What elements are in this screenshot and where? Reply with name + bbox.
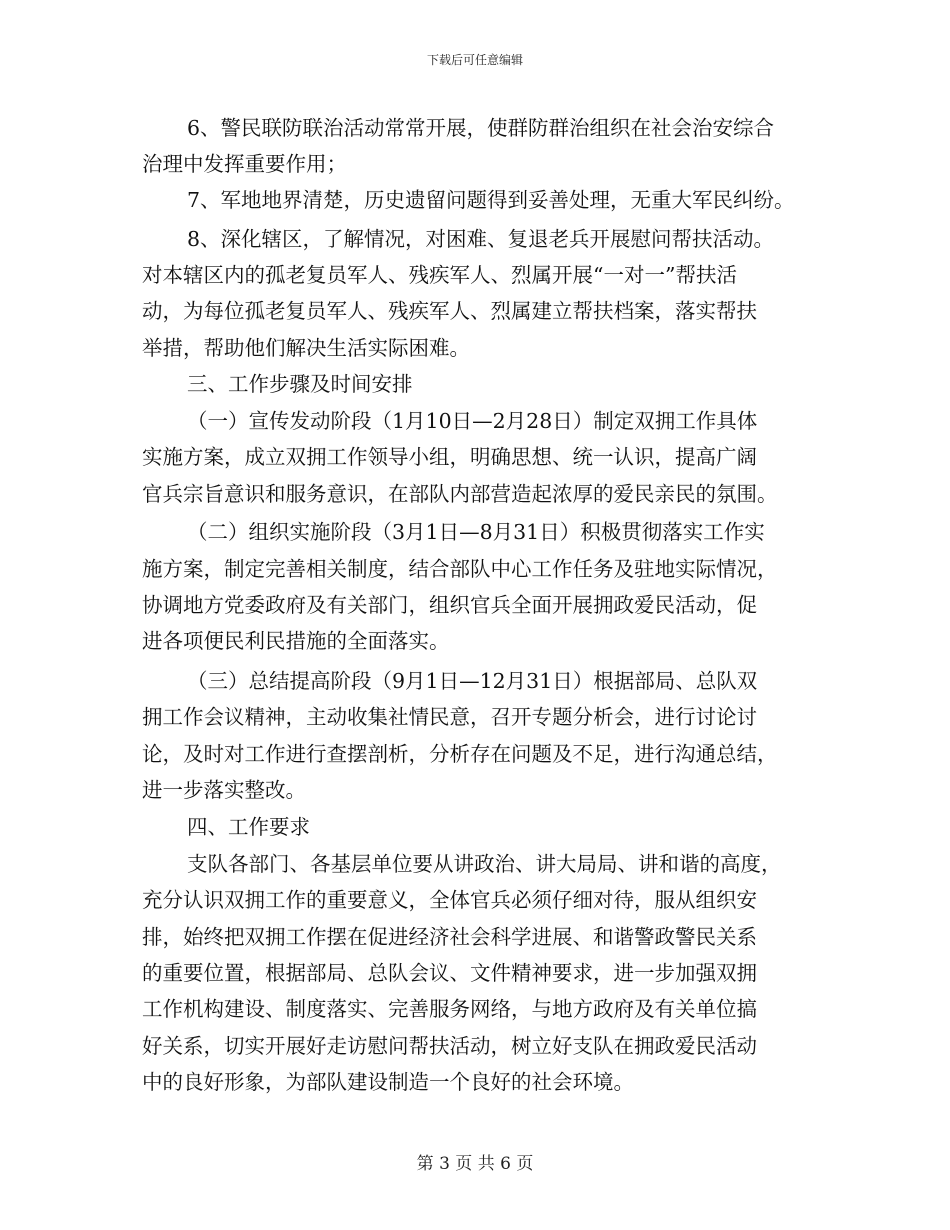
paragraph-line: 施方案，制定完善相关制度，结合部队中心工作任务及驻地实际情况，	[142, 557, 778, 581]
paragraph-line: 8、深化辖区，了解情况，对困难、复退老兵开展慰问帮扶活动。	[187, 227, 775, 251]
page-header: 下载后可任意编辑	[426, 53, 523, 67]
paragraph-line: （三）总结提高阶段（9月1日—12月31日）根据部局、总队双	[187, 669, 758, 693]
paragraph-line: 举措，帮助他们解决生活实际困难。	[142, 336, 470, 360]
paragraph-line: （二）组织实施阶段（3月1日—8月31日）积极贯彻落实工作实	[187, 520, 765, 544]
paragraph-line: 7、军地地界清楚，历史遗留问题得到妥善处理，无重大军民纠纷。	[187, 188, 795, 212]
paragraph-line: 中的良好形象，为部队建设制造一个良好的社会环境。	[142, 1070, 634, 1094]
paragraph-line: 对本辖区内的孤老复员军人、残疾军人、烈属开展“一对一”帮扶活	[142, 263, 737, 287]
paragraph-line: 治理中发挥重要作用；	[142, 152, 347, 176]
paragraph-line: 充分认识双拥工作的重要意义，全体官兵必须仔细对待，服从组织安	[142, 888, 757, 912]
paragraph-line: 官兵宗旨意识和服务意识，在部队内部营造起浓厚的爱民亲民的氛围。	[142, 482, 778, 506]
paragraph-line: 工作机构建设、制度落实、完善服务网络，与地方政府及有关单位搞	[142, 997, 757, 1021]
paragraph-line: 论，及时对工作进行查摆剖析，分析存在问题及不足，进行沟通总结，	[142, 742, 778, 766]
section-heading: 三、工作步骤及时间安排	[187, 372, 413, 396]
paragraph-line: 好关系，切实开展好走访慰问帮扶活动，树立好支队在拥政爱民活动	[142, 1034, 757, 1058]
paragraph-line: 进各项便民利民措施的全面落实。	[142, 629, 450, 653]
paragraph-line: 进一步落实整改。	[142, 778, 306, 802]
paragraph-line: （一）宣传发动阶段（1月10日—2月28日）制定双拥工作具体	[187, 409, 758, 433]
page-footer: 第 3 页 共 6 页	[416, 1154, 534, 1174]
paragraph-line: 支队各部门、各基层单位要从讲政治、讲大局局、讲和谐的高度，	[187, 852, 782, 876]
paragraph-line: 拥工作会议精神，主动收集社情民意，召开专题分析会，进行讨论讨	[142, 705, 757, 729]
section-heading: 四、工作要求	[187, 815, 310, 839]
paragraph-line: 实施方案，成立双拥工作领导小组，明确思想、统一认识，提高广阔	[142, 445, 757, 469]
paragraph-line: 协调地方党委政府及有关部门，组织官兵全面开展拥政爱民活动，促	[142, 593, 757, 617]
paragraph-line: 排，始终把双拥工作摆在促进经济社会科学进展、和谐警政警民关系	[142, 925, 757, 949]
paragraph-line: 6、警民联防联治活动常常开展，使群防群治组织在社会治安综合	[187, 116, 775, 140]
paragraph-line: 动，为每位孤老复员军人、残疾军人、烈属建立帮扶档案，落实帮扶	[142, 299, 757, 323]
paragraph-line: 的重要位置，根据部局、总队会议、文件精神要求，进一步加强双拥	[142, 961, 757, 985]
